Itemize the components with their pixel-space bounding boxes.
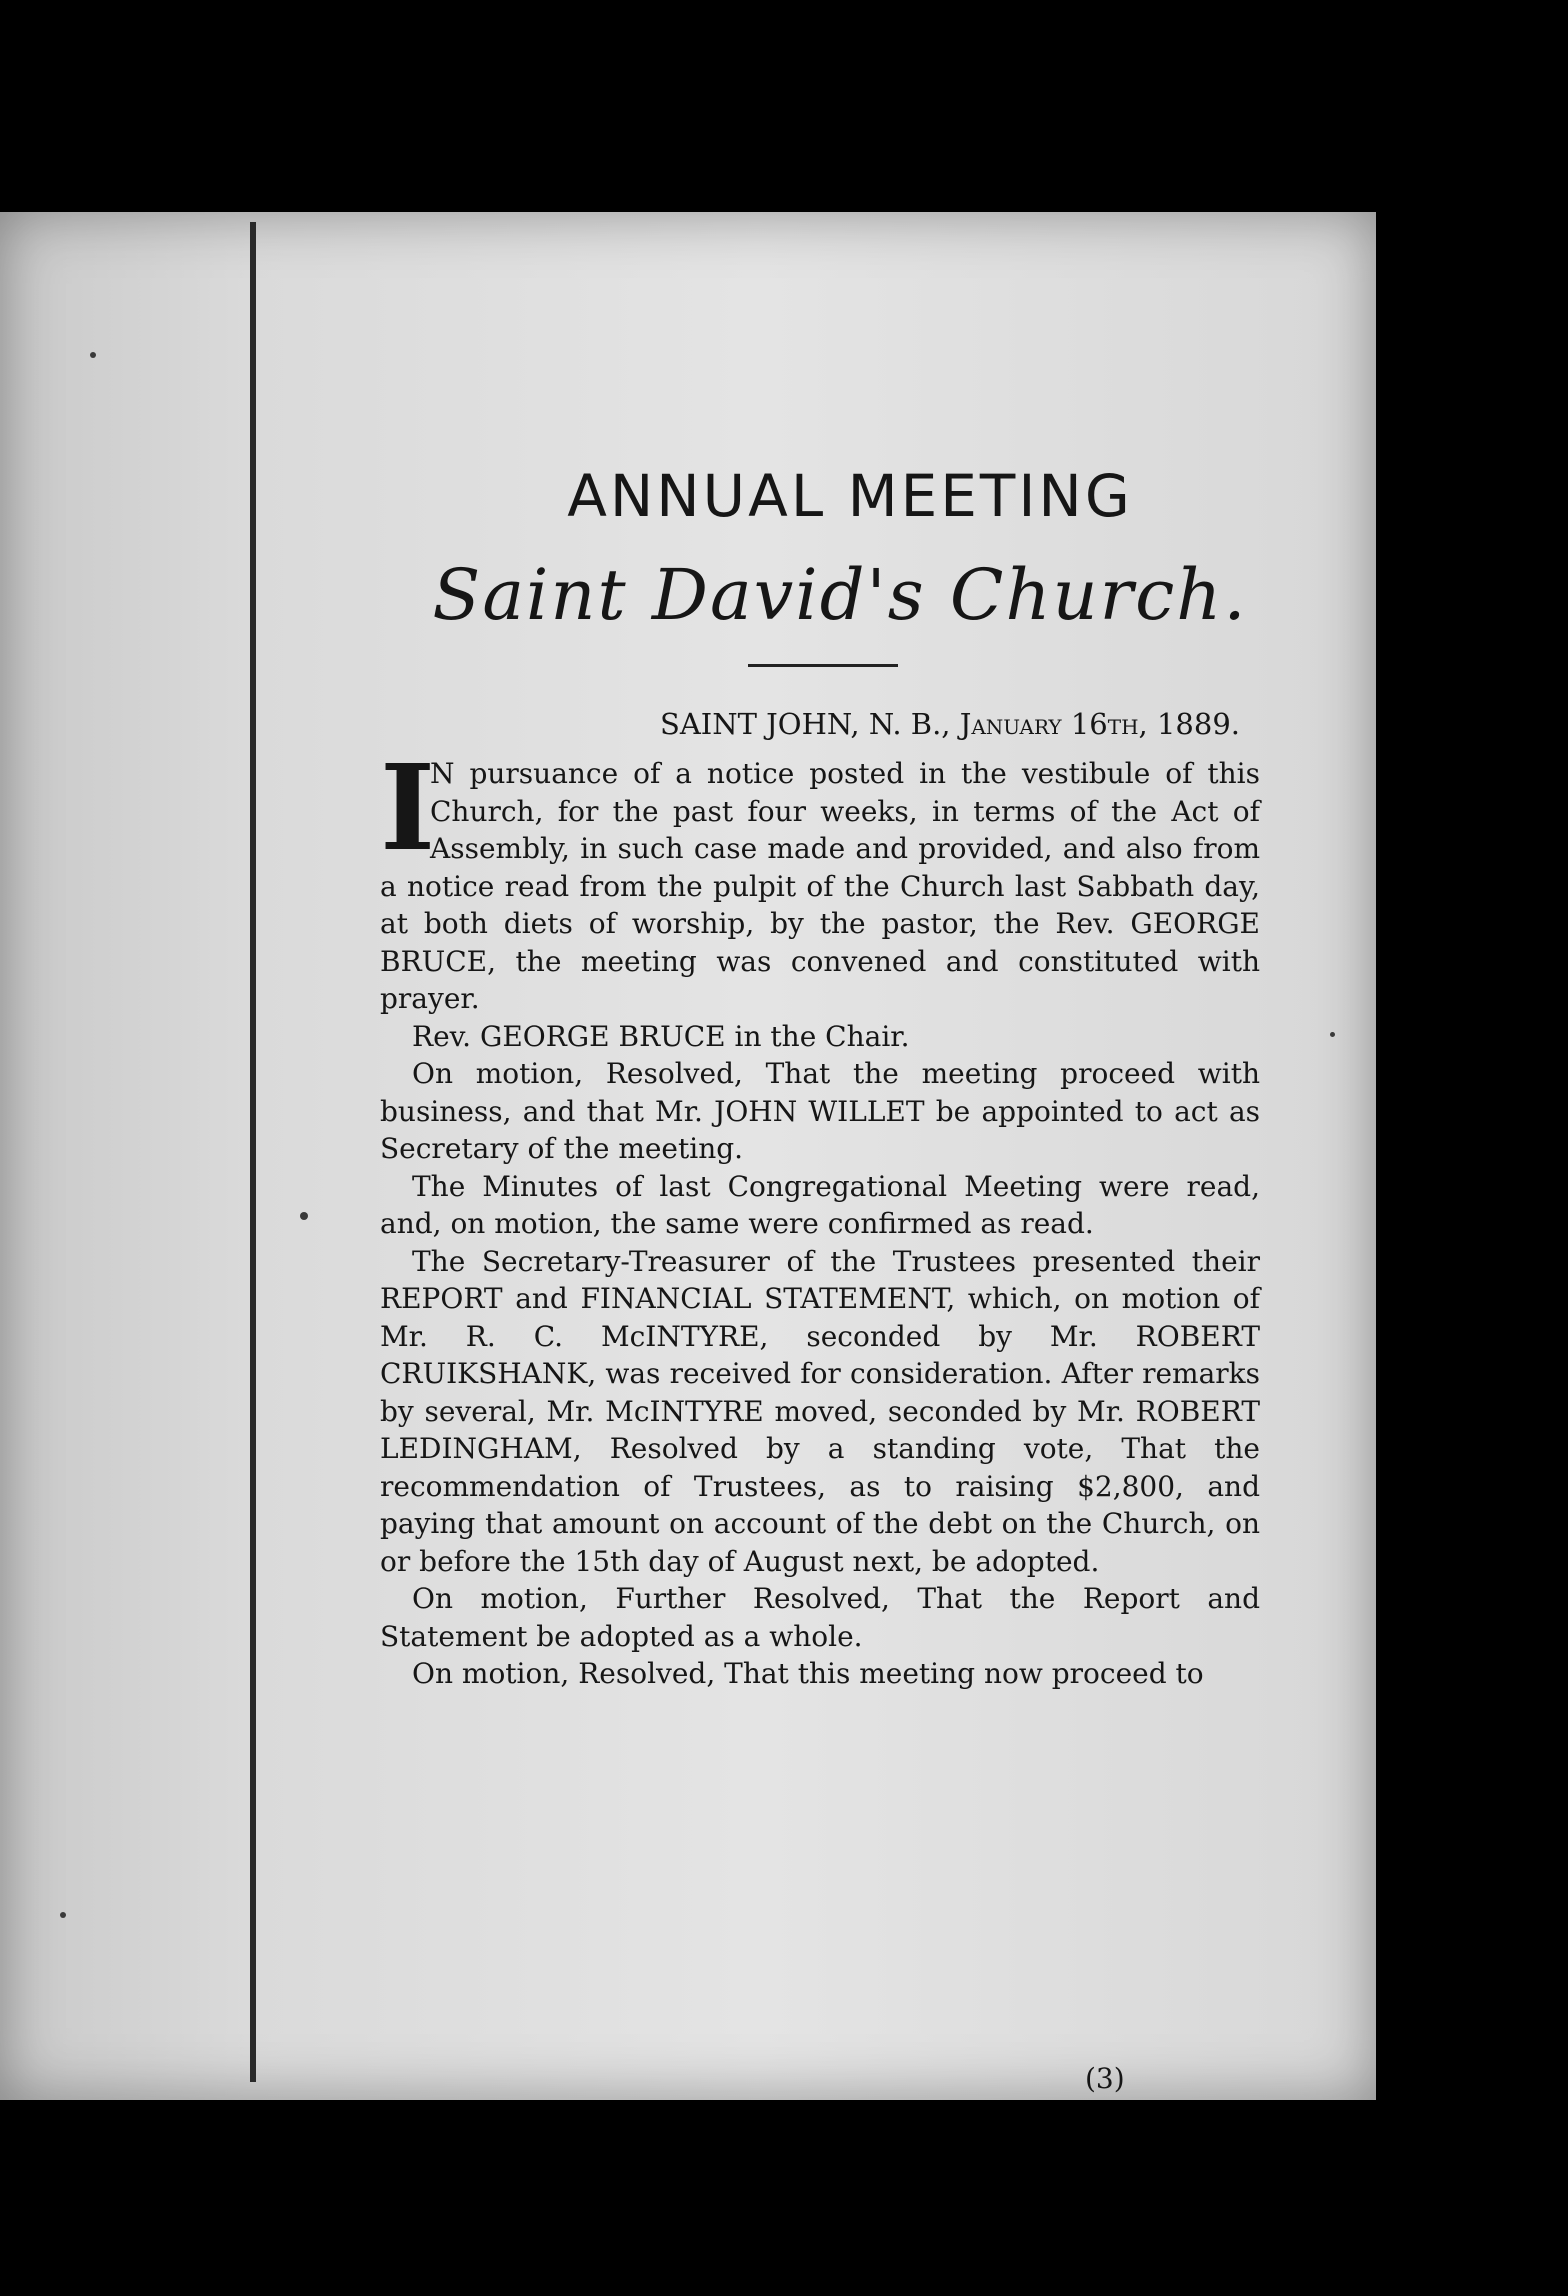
- paragraph-3: On motion, Resolved, That the meeting proceed with business, and that Mr. JOHN WILLET be appointed to act as Secretary of the meeting.: [380, 1057, 1260, 1165]
- paragraph-7: On motion, Resolved, That this meeting now proceed to: [412, 1657, 1204, 1690]
- paragraph-1: [380, 738, 1260, 1018]
- paragraph-4: The Minutes of last Congregational Meeting were read, and, on motion, the same were confirmed as read.: [380, 1169, 1260, 1240]
- scanned-page: [0, 212, 1376, 2100]
- paragraph-2: Rev. GEORGE BRUCE in the Chair.: [412, 1019, 910, 1053]
- heading-annual-meeting: ANNUAL MEETING: [567, 462, 1133, 530]
- title-divider: [748, 664, 898, 667]
- heading-church-name: Saint David's Church.: [432, 554, 1248, 636]
- document-body: [380, 462, 1260, 1693]
- binding-edge-line: [250, 222, 256, 2082]
- scan-speck: [300, 1212, 308, 1220]
- paragraph-6: On motion, Further Resolved, That the Report and Statement be adopted as a whole.: [380, 1582, 1260, 1653]
- scan-speck: [60, 1912, 66, 1918]
- page-number: (3): [1085, 2062, 1125, 2095]
- scan-speck: [1330, 1032, 1335, 1037]
- scan-speck: [90, 352, 96, 358]
- paragraph-5: The Secretary-Treasurer of the Trustees presented their REPORT and FINANCIAL STATEMENT, which, on motion of Mr. R. C. McINTYRE, seconded by Mr. ROBERT CRUIKSHANK, was received for consideration. After remarks by several, Mr. McINTYRE moved, seconded by Mr. ROBERT LEDINGHAM, Resolved by a standing vote, That the recommendation of Trustees, as to raising $2,800, and paying that amount on account of the debt on the Church, on or before the 15th day of August next, be adopted.: [380, 1244, 1260, 1578]
- paragraph-1-text: N pursuance of a notice posted in the vestibule of this Church, for the past four weeks, in terms of the Act of Assembly, in such case made and provided, and also from a notice read from the pulpit of the Church last Sabbath day, at both diets of worship, by the pastor, the Rev. GEORGE BRUCE, the meeting was convened and constituted with prayer.: [380, 757, 1260, 1015]
- dateline: SAINT JOHN, N. B., January 16th, 1889.: [659, 707, 1240, 741]
- drop-cap: I: [380, 738, 436, 877]
